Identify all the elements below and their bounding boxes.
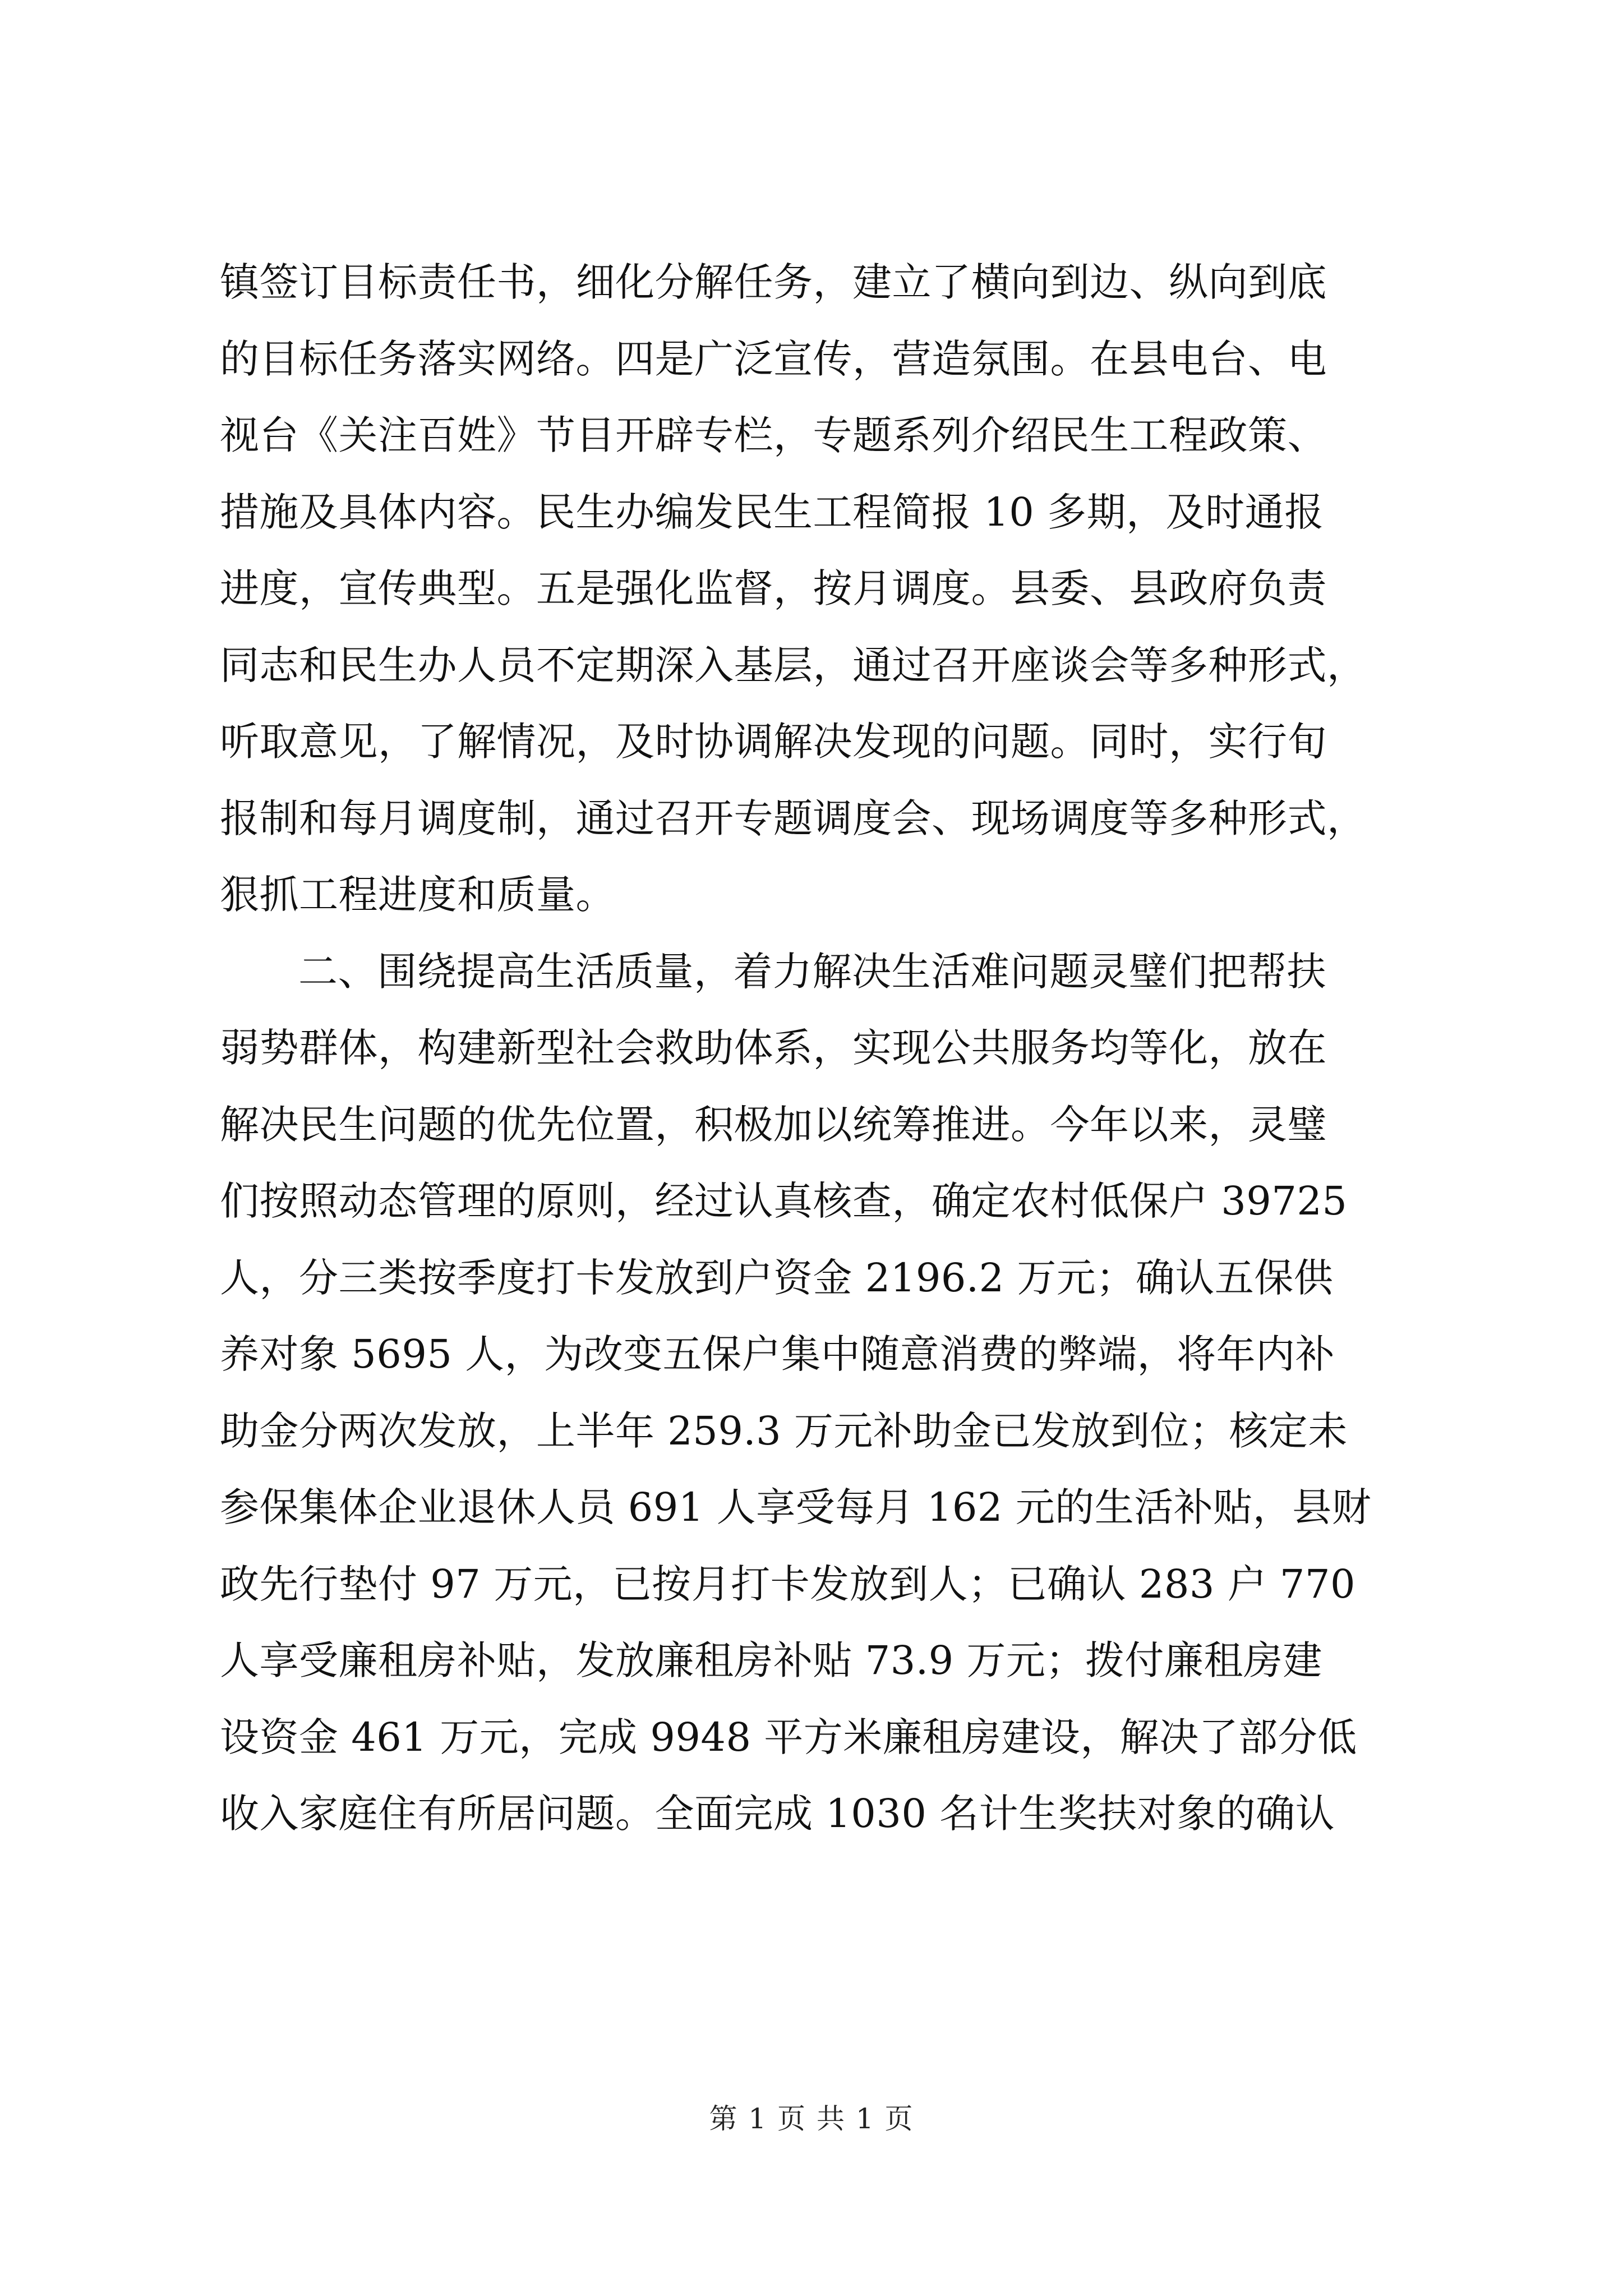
text-line: 同志和民生办人员不定期深入基层，通过召开座谈会等多种形式，: [220, 642, 1367, 688]
text-line: 弱势群体，构建新型社会救助体系，实现公共服务均等化，放在: [220, 1025, 1327, 1071]
text-line: 参保集体企业退休人员 691 人享受每月 162 元的生活补贴，县财: [220, 1484, 1372, 1530]
page-footer: [0, 2099, 1623, 2138]
text-line: 助金分两次发放，上半年 259.3 万元补助金已发放到位；核定未: [220, 1407, 1348, 1454]
text-line: 设资金 461 万元，完成 9948 平方米廉租房建设，解决了部分低: [220, 1714, 1357, 1760]
text-line: 人，分三类按季度打卡发放到户资金 2196.2 万元；确认五保供: [220, 1254, 1334, 1301]
text-line: 们按照动态管理的原则，经过认真核查，确定农村低保户 39725: [220, 1178, 1348, 1224]
text-line: 狠抓工程进度和质量。: [220, 872, 615, 918]
text-line: 听取意见，了解情况，及时协调解决发现的问题。同时，实行旬: [220, 719, 1327, 765]
text-line: 视台《关注百姓》节目开辟专栏，专题系列介绍民生工程政策、: [220, 412, 1327, 458]
text-line: 政先行垫付 97 万元，已按月打卡发放到人；已确认 283 户 770: [220, 1561, 1356, 1607]
text-line: 人享受廉租房补贴，发放廉租房补贴 73.9 万元；拨付廉租房建: [220, 1637, 1322, 1683]
text-line: 报制和每月调度制，通过召开专题调度会、现场调度等多种形式，: [220, 795, 1367, 841]
text-line: 解决民生问题的优先位置，积极加以统筹推进。今年以来，灵璧: [220, 1101, 1327, 1148]
page-number-label: 第 1 页 共 1 页: [709, 2102, 914, 2135]
text-line: 养对象 5695 人，为改变五保户集中随意消费的弊端，将年内补: [220, 1331, 1335, 1377]
text-line: 镇签订目标责任书，细化分解任务，建立了横向到边、纵向到底: [220, 259, 1327, 305]
text-line: 措施及具体内容。民生办编发民生工程简报 10 多期，及时通报: [220, 489, 1324, 535]
document-body: [220, 244, 1431, 1852]
text-line: 收入家庭住有所居问题。全面完成 1030 名计生奖扶对象的确认: [220, 1791, 1335, 1837]
paragraph-start-line: 二、围绕提高生活质量，着力解决生活难问题灵璧们把帮扶: [298, 948, 1326, 995]
text-line: 进度，宣传典型。五是强化监督，按月调度。县委、县政府负责: [220, 565, 1327, 611]
text-line: 的目标任务落实网络。四是广泛宣传，营造氛围。在县电台、电: [220, 335, 1327, 382]
